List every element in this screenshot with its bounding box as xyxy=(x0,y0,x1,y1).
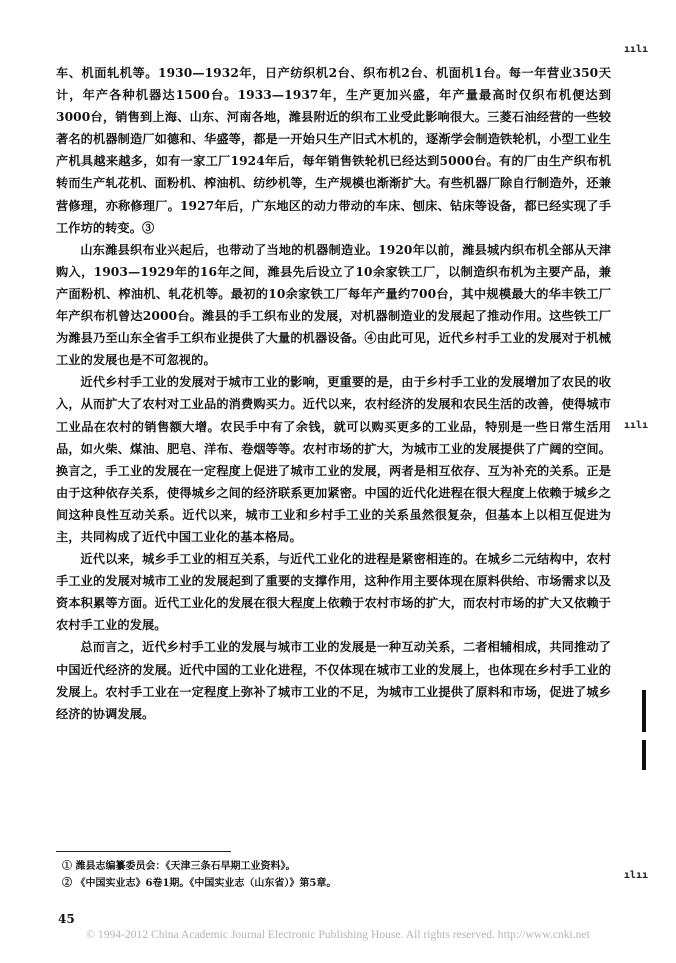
scan-bar-1 xyxy=(642,690,646,732)
scan-bar-2 xyxy=(642,740,646,770)
article-body xyxy=(56,62,611,725)
footnote-divider xyxy=(56,851,231,852)
page-number: 45 xyxy=(58,912,75,926)
paragraph-1: 车、机面轧机等。1930—1932年，日产纺织机2台、织布机2台、机面机1台。每一年营业350天计，年产各种机器达1500台。1933—1937年，生产更加兴盛，年产量最高时仅织布机便达到3000台，销售到上海、山东、河南各地，潍县附近的织布工业受此影响很大。三菱石油经营的一些较著名的机器制造厂如德和、华盛等，都是一开始只生产旧式木机的，逐渐学会制造铁轮机，小型工业生产机具越来越多，如有一家工厂1924年后，每年销售铁轮机已经达到5000台。有的厂由生产织布机转而生产轧花机、面粉机、榨油机、纺纱机等，生产规模也渐渐扩大。有些机器厂除自行制造外，还兼营修理，亦称修理厂。1927年后，广东地区的动力带动的车床、刨床、钻床等设备，都已经实现了手工作坊的转变。③ xyxy=(56,66,611,235)
paragraph-4: 近代以来，城乡手工业的相互关系，与近代工业化的进程是紧密相连的。在城乡二元结构中，农村手工业的发展对城市工业的发展起到了重要的支撑作用，这种作用主要体现在原料供给、市场需求以及资本积累等方面。近代工业化的发展在很大程度上依赖于农村市场的扩大，而农村市场的扩大又依赖于农村手工业的发展。 xyxy=(56,552,611,633)
scan-mark-top: ıılı xyxy=(623,44,648,55)
footnotes xyxy=(62,858,602,892)
scan-mark-middle: ıılı xyxy=(623,420,648,431)
footnote-1: ① 潍县志编纂委员会：《天津三条石早期工业资料》。 xyxy=(62,861,296,872)
scan-mark-bottom: ılıı xyxy=(623,870,648,881)
copyright-notice: © 1994-2012 China Academic Journal Electronic Publishing House. All rights reserved. http://www.cnki.net xyxy=(86,928,590,941)
paragraph-5: 总而言之，近代乡村手工业的发展与城市工业的发展是一种互动关系，二者相辅相成，共同推动了中国近代经济的发展。近代中国的工业化进程，不仅体现在城市工业的发展上，也体现在乡村手工业的发展上。农村手工业在一定程度上弥补了城市工业的不足，为城市工业提供了原料和市场，促进了城乡经济的协调发展。 xyxy=(56,640,611,721)
paragraph-2: 山东潍县织布业兴起后，也带动了当地的机器制造业。1920年以前，潍县城内织布机全部从天津购入，1903—1929年的16年之间，潍县先后设立了10余家铁工厂，以制造织布机为主要产品，兼产面粉机、榨油机、轧花机等。最初的10余家铁工厂每年产量约700台，其中规模最大的华丰铁工厂年产织布机曾达2000台。潍县的手工织布业的发展，对机器制造业的发展起了推动作用。这些铁工厂为潍县乃至山东全省手工织布业提供了大量的机器设备。④由此可见，近代乡村手工业的发展对于机械工业的发展也是不可忽视的。 xyxy=(56,242,611,368)
footnote-2: ② 《中国实业志》6卷1期。《中国实业志（山东省）》第5章。 xyxy=(62,878,337,889)
paragraph-3: 近代乡村手工业的发展对于城市工业的影响，更重要的是，由于乡村手工业的发展增加了农民的收入，从而扩大了农村对工业品的消费购买力。近代以来，农村经济的发展和农民生活的改善，使得城市工业品在农村的销售额大增。农民手中有了余钱，就可以购买更多的工业品，特别是一些日常生活用品，如火柴、煤油、肥皂、洋布、卷烟等等。农村市场的扩大，为城市工业的发展提供了广阔的空间。换言之，手工业的发展在一定程度上促进了城市工业的发展，两者是相互依存、互为补充的关系。正是由于这种依存关系，使得城乡之间的经济联系更加紧密。中国的近代化进程在很大程度上依赖于城乡之间这种良性互动关系。近代以来，城市工业和乡村手工业的关系虽然很复杂，但基本上以相互促进为主，共同构成了近代中国工业化的基本格局。 xyxy=(56,375,611,544)
